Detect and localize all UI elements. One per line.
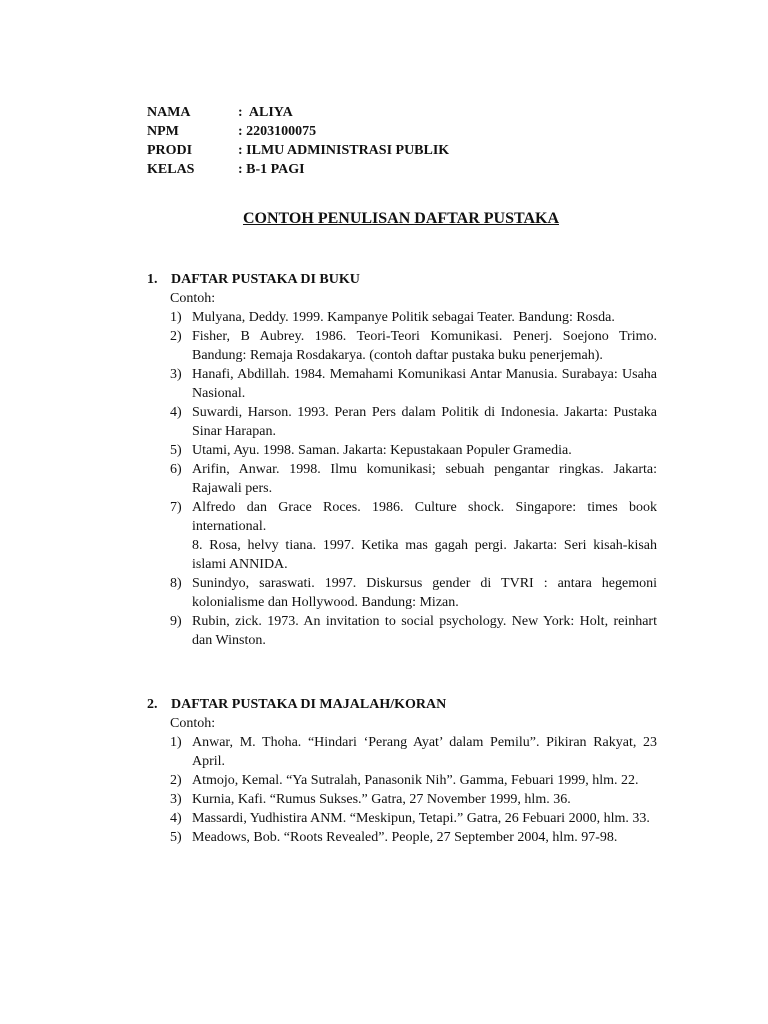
info-value: : 2203100075 <box>238 124 317 139</box>
list-item <box>147 574 657 612</box>
item-text: Fisher, B Aubrey. 1986. Teori-Teori Komunikasi. Penerj. Soejono Trimo. Bandung: Remaja Rosdakarya. (contoh daftar pustaka buku penerjemah). <box>192 329 657 363</box>
item-text: Anwar, M. Thoha. “Hindari ‘Perang Ayat’ dalam Pemilu”. Pikiran Rakyat, 23 April. <box>192 735 657 769</box>
item-text: Sunindyo, saraswati. 1997. Diskursus gender di TVRI : antara hegemoni kolonialisme dan Hollywood. Bandung: Mizan. <box>192 576 657 610</box>
list-item <box>147 809 657 828</box>
list-item <box>147 771 657 790</box>
list-item <box>147 498 657 574</box>
list-item <box>147 441 657 460</box>
item-number: 2) <box>170 773 182 788</box>
item-text: Atmojo, Kemal. “Ya Sutralah, Panasonik Nih”. Gamma, Febuari 1999, hlm. 22. <box>192 773 639 788</box>
item-number: 7) <box>170 500 182 515</box>
item-text: Hanafi, Abdillah. 1984. Memahami Komunikasi Antar Manusia. Surabaya: Usaha Nasional. <box>192 367 657 401</box>
item-number: 9) <box>170 614 182 629</box>
section-heading <box>147 695 657 714</box>
page-title: CONTOH PENULISAN DAFTAR PUSTAKA <box>242 210 560 227</box>
item-subtext: 8. Rosa, helvy tiana. 1997. Ketika mas gagah pergi. Jakarta: Seri kisah-kisah islami ANNIDA. <box>192 538 657 572</box>
info-label: KELAS <box>147 162 195 177</box>
section-buku <box>147 270 657 650</box>
info-label: PRODI <box>147 143 193 158</box>
section-number: 1. <box>147 272 158 287</box>
item-number: 1) <box>170 735 182 750</box>
item-text: Meadows, Bob. “Roots Revealed”. People, 27 September 2004, hlm. 97-98. <box>192 830 618 845</box>
list-item <box>147 308 657 327</box>
list-item <box>147 828 657 847</box>
item-number: 5) <box>170 830 182 845</box>
item-text: Rubin, zick. 1973. An invitation to social psychology. New York: Holt, reinhart dan Winston. <box>192 614 657 648</box>
item-number: 5) <box>170 443 182 458</box>
list-item <box>147 365 657 403</box>
list-item <box>147 612 657 650</box>
item-number: 4) <box>170 405 182 420</box>
reference-list <box>147 733 657 847</box>
list-item <box>147 403 657 441</box>
list-item <box>147 460 657 498</box>
info-value: : ALIYA <box>238 105 293 120</box>
item-text: Suwardi, Harson. 1993. Peran Pers dalam Politik di Indonesia. Jakarta: Pustaka Sinar Harapan. <box>192 405 657 439</box>
info-row-prodi <box>147 141 449 160</box>
list-item <box>147 733 657 771</box>
student-info <box>147 103 449 179</box>
item-text: Kurnia, Kafi. “Rumus Sukses.” Gatra, 27 November 1999, hlm. 36. <box>192 792 571 807</box>
list-item <box>147 327 657 365</box>
item-text: Alfredo dan Grace Roces. 1986. Culture shock. Singapore: times book international. <box>192 500 657 534</box>
info-label: NAMA <box>147 105 191 120</box>
item-number: 8) <box>170 576 182 591</box>
item-text: Utami, Ayu. 1998. Saman. Jakarta: Kepustakaan Populer Gramedia. <box>192 443 572 458</box>
info-row-kelas <box>147 160 449 179</box>
section-majalah-koran <box>147 695 657 847</box>
item-text: Mulyana, Deddy. 1999. Kampanye Politik sebagai Teater. Bandung: Rosda. <box>192 310 615 325</box>
info-value: : ILMU ADMINISTRASI PUBLIK <box>238 143 450 158</box>
info-value: : B-1 PAGI <box>238 162 305 177</box>
list-item <box>147 790 657 809</box>
item-number: 3) <box>170 792 182 807</box>
item-text: Arifin, Anwar. 1998. Ilmu komunikasi; sebuah pengantar ringkas. Jakarta: Rajawali pers. <box>192 462 657 496</box>
reference-list <box>147 308 657 650</box>
section-title: DAFTAR PUSTAKA DI BUKU <box>171 272 360 287</box>
item-text: Massardi, Yudhistira ANM. “Meskipun, Tetapi.” Gatra, 26 Febuari 2000, hlm. 33. <box>192 811 650 826</box>
item-number: 3) <box>170 367 182 382</box>
item-text-group <box>192 498 657 574</box>
section-number: 2. <box>147 697 158 712</box>
item-number: 1) <box>170 310 182 325</box>
info-row-npm <box>147 122 449 141</box>
section-title: DAFTAR PUSTAKA DI MAJALAH/KORAN <box>171 697 447 712</box>
item-number: 4) <box>170 811 182 826</box>
section-heading <box>147 270 657 289</box>
info-label: NPM <box>147 124 179 139</box>
item-number: 6) <box>170 462 182 477</box>
contoh-label: Contoh: <box>170 291 216 306</box>
info-row-nama <box>147 103 449 122</box>
item-number: 2) <box>170 329 182 344</box>
contoh-label: Contoh: <box>170 716 216 731</box>
